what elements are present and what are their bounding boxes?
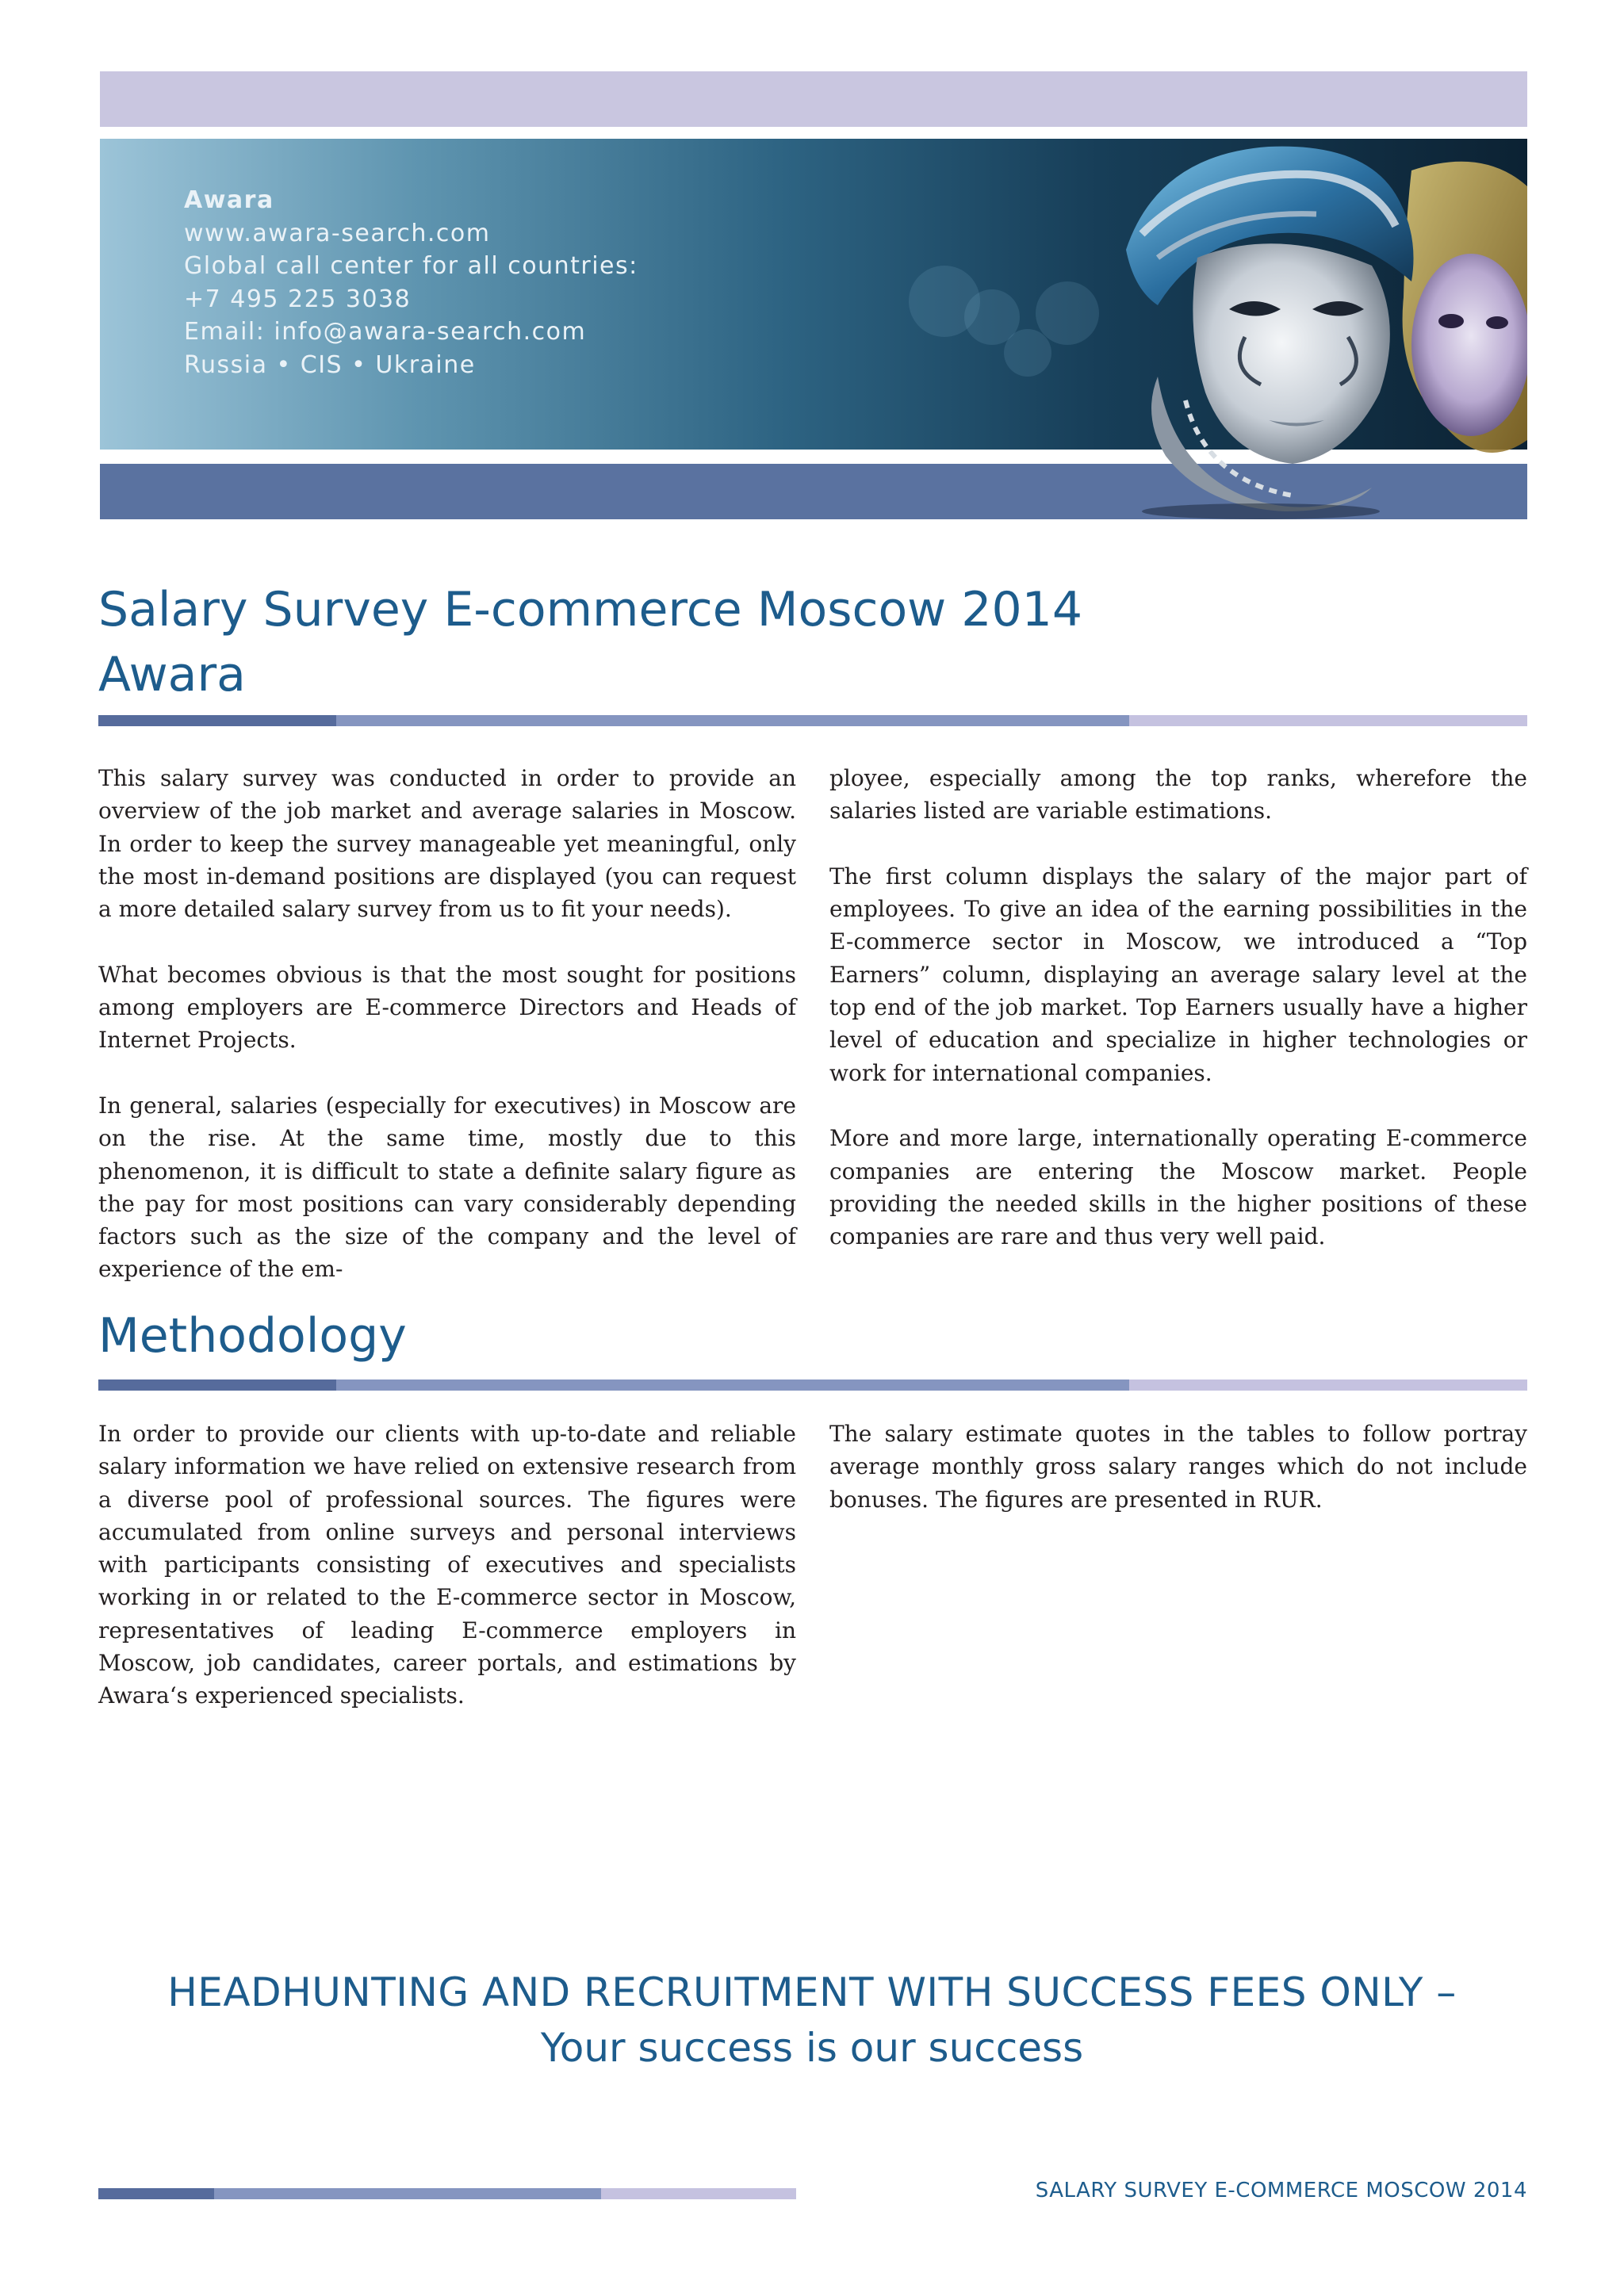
methodology-paragraph: In order to provide our clients with up-to-date and reliable salary information we have relied on extensive research from a diverse pool of professional sources. The figures were accumulated from online surveys and personal interviews with participants consisting of executives and specialists working in or related to the E-commerce sector in Moscow, representatives of leading E-commerce employers in Moscow, job candidates, career portals, and estimations by Awara‘s experienced specialists. <box>98 1421 796 1709</box>
intro-paragraph: More and more large, internationally operating E-commerce companies are entering the Moscow market. People providing the needed skills in the higher positions of these companies are rare and thus very well paid. <box>829 1125 1527 1250</box>
section-divider <box>98 1380 1527 1391</box>
methodology-paragraph: The salary estimate quotes in the tables to follow portray average monthly gross salary ranges which do not include bonuses. The figures are presented in RUR. <box>829 1421 1527 1513</box>
intro-paragraph: The first column displays the salary of the major part of employees. To give an idea of the earning possibilities in the E-commerce sector in Moscow, we introduced a “Top Earners” column, displaying an average salary level at the top end of the job market. Top Earners usually have a higher level of education and specialize in higher technologies or work for international companies. <box>829 863 1527 1086</box>
footer-divider <box>98 2188 796 2199</box>
footer-label: SALARY SURVEY E-COMMERCE MOSCOW 2014 <box>1035 2179 1527 2202</box>
page-title-line2: Awara <box>98 647 246 702</box>
call-center-label: Global call center for all countries: <box>184 252 638 280</box>
methodology-left-column <box>98 1418 796 1712</box>
website-link[interactable]: www.awara-search.com <box>184 219 491 247</box>
slogan <box>0 1965 1624 2076</box>
phone-number: +7 495 225 3038 <box>184 285 412 313</box>
regions-line: Russia • CIS • Ukraine <box>184 350 476 379</box>
intro-left-column <box>98 762 796 1286</box>
intro-paragraph: In general, salaries (especially for executives) in Moscow are on the rise. At the same time, mostly due to this phenomenon, it is difficult to state a definite salary figure as the pay for most positions can vary considerably depending factors such as the size of the company and the level of experience of the em- <box>98 1092 796 1283</box>
methodology-right-column <box>829 1418 1527 1516</box>
methodology-title: Methodology <box>98 1308 407 1364</box>
page-title-line1: Salary Survey E-commerce Moscow 2014 <box>98 582 1082 637</box>
section-divider <box>98 715 1527 726</box>
intro-paragraph: What becomes obvious is that the most sought for positions among employers are E-commerce Directors and Heads of Internet Projects. <box>98 961 796 1054</box>
contact-block <box>184 184 638 381</box>
intro-right-column <box>829 762 1527 1253</box>
intro-paragraph: ployee, especially among the top ranks, wherefore the salaries listed are variable estimations. <box>829 765 1527 825</box>
venetian-mask-image <box>1110 139 1527 519</box>
email-line: Email: info@awara-search.com <box>184 318 587 346</box>
intro-paragraph: This salary survey was conducted in order to provide an overview of the job market and average salaries in Moscow. In order to keep the survey manageable yet meaningful, only the most in-demand positions are displayed (you can request a more detailed salary survey from us to fit your needs). <box>98 765 796 923</box>
header-top-band <box>100 71 1527 127</box>
page-title <box>98 577 1082 707</box>
slogan-main: HEADHUNTING AND RECRUITMENT WITH SUCCESS FEES ONLY – <box>167 1969 1457 2015</box>
slogan-sub: Your success is our success <box>540 2025 1084 2071</box>
company-name: Awara <box>184 186 274 214</box>
